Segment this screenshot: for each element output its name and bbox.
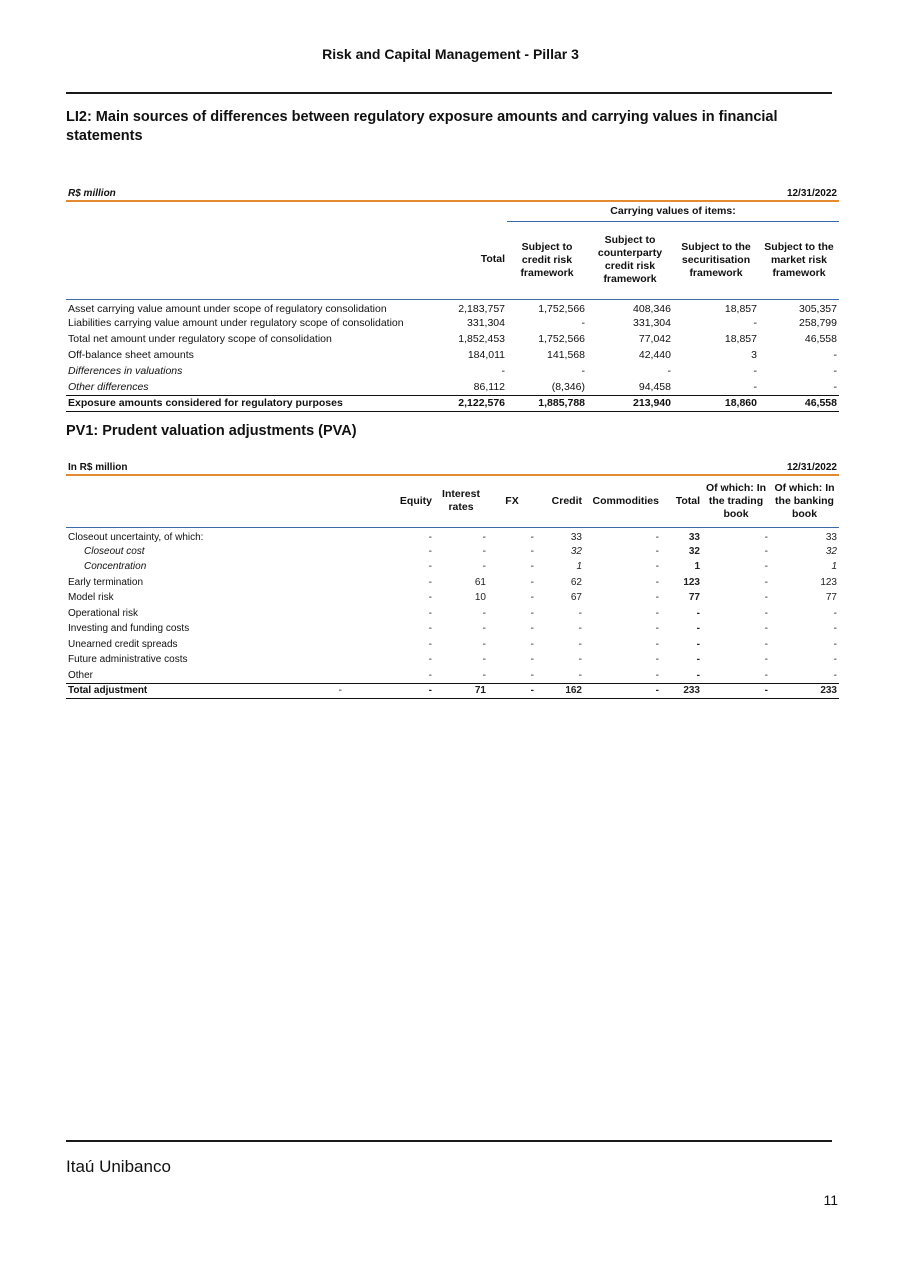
li2-col-header-total: Total xyxy=(423,221,507,299)
pv1-cell: - xyxy=(428,561,432,573)
pv1-cell: - xyxy=(578,669,582,681)
pv1-cell: - xyxy=(482,669,486,681)
li2-cell: 1,852,453 xyxy=(458,333,505,345)
pv1-cell: - xyxy=(696,638,700,650)
pv1-col-header-banking-book: Of which: In the banking book xyxy=(770,475,839,527)
pv1-cell: - xyxy=(482,531,486,543)
pv1-cell: - xyxy=(428,576,432,588)
pv1-cell: - xyxy=(833,638,837,650)
pv1-cell: - xyxy=(696,669,700,681)
pv1-cell: - xyxy=(764,623,768,635)
li2-cell: (8,346) xyxy=(551,380,585,393)
footer-divider xyxy=(66,1140,832,1142)
li2-row-label: Asset carrying value amount under scope of regulatory consolidation xyxy=(68,302,387,315)
li2-table-row xyxy=(66,380,839,396)
li2-table-row xyxy=(66,364,839,380)
pv1-cell: - xyxy=(764,669,768,681)
pv1-cell: - xyxy=(530,561,534,573)
pv1-cell: - xyxy=(833,669,837,681)
li2-cell: 18,857 xyxy=(724,333,757,345)
li2-table-row xyxy=(66,299,839,316)
pv1-cell: 62 xyxy=(570,576,582,588)
pv1-row-label: Early termination xyxy=(68,576,144,588)
pv1-col-header-total: Total xyxy=(661,475,702,527)
li2-cell: 46,558 xyxy=(759,396,839,412)
pv1-cell: - xyxy=(530,654,534,666)
li2-cell: 46,558 xyxy=(804,333,837,345)
li2-cell: 213,940 xyxy=(587,396,673,412)
li2-cell: 331,304 xyxy=(633,317,671,329)
pv1-lead-cell xyxy=(322,590,344,606)
li2-cell: 86,112 xyxy=(473,380,505,393)
pv1-date-label: 12/31/2022 xyxy=(770,460,839,475)
pv1-cell: - xyxy=(655,545,659,557)
pv1-table-row xyxy=(66,544,839,560)
pv1-row-label: Concentration xyxy=(84,561,147,573)
pv1-cell: - xyxy=(696,654,700,666)
pv1-row-label: Closeout cost xyxy=(84,545,145,557)
pv1-cell: - xyxy=(764,576,768,588)
li2-row-label: Differences in valuations xyxy=(68,365,183,377)
pv1-cell: - xyxy=(428,545,432,557)
pv1-col-header-equity: Equity xyxy=(344,475,434,527)
pv1-cell: - xyxy=(655,531,659,543)
pv1-row-label: Other xyxy=(68,669,94,681)
pv1-cell: - xyxy=(578,623,582,635)
pv1-cell: - xyxy=(764,592,768,604)
li2-table xyxy=(66,186,839,412)
li2-cell: - xyxy=(753,317,757,329)
pv1-table-title: PV1: Prudent valuation adjustments (PVA) xyxy=(66,423,357,439)
pv1-cell: 33 xyxy=(570,531,582,543)
pv1-lead-cell: - xyxy=(322,683,344,699)
pv1-table-row xyxy=(66,590,839,606)
li2-table-row xyxy=(66,332,839,348)
li2-cell: 42,440 xyxy=(638,349,671,361)
pv1-row-label: Operational risk xyxy=(68,607,139,619)
pv1-col-header-commodities: Commodities xyxy=(584,475,661,527)
pv1-cell: - xyxy=(482,623,486,635)
li2-cell: 3 xyxy=(751,349,757,361)
li2-date-label: 12/31/2022 xyxy=(759,186,839,201)
li2-cell: 184,011 xyxy=(467,349,505,361)
pv1-cell: - xyxy=(584,683,661,699)
pv1-table-row xyxy=(66,606,839,622)
li2-col-header-credit: Subject to credit risk framework xyxy=(507,221,587,299)
pv1-cell: - xyxy=(764,545,768,557)
pv1-lead-cell xyxy=(322,621,344,637)
footer-company-name: Itaú Unibanco xyxy=(66,1157,171,1176)
pv1-cell: 33 xyxy=(688,531,700,543)
pv1-cell: - xyxy=(482,561,486,573)
pv1-cell: - xyxy=(482,545,486,557)
pv1-cell: - xyxy=(833,654,837,666)
li2-row-label: Off-balance sheet amounts xyxy=(68,349,194,361)
pv1-table xyxy=(66,460,839,699)
pv1-cell: - xyxy=(428,623,432,635)
pv1-table-row xyxy=(66,652,839,668)
pv1-cell: 233 xyxy=(770,683,839,699)
pv1-total-label: Total adjustment xyxy=(66,683,322,699)
pv1-cell: - xyxy=(578,654,582,666)
pv1-lead-cell xyxy=(322,575,344,591)
pv1-cell: - xyxy=(482,654,486,666)
li2-unit-label: R$ million xyxy=(66,186,423,201)
pv1-cell: 77 xyxy=(825,592,837,604)
li2-col-header-market: Subject to the market risk framework xyxy=(759,221,839,299)
pv1-cell: - xyxy=(530,576,534,588)
pv1-cell: 32 xyxy=(688,545,700,557)
pv1-unit-label: In R$ million xyxy=(66,460,322,475)
pv1-cell: - xyxy=(764,638,768,650)
li2-group-header: Carrying values of items: xyxy=(507,201,839,221)
li2-cell: 2,183,757 xyxy=(458,302,505,315)
pv1-cell: - xyxy=(530,623,534,635)
li2-table-title: LI2: Main sources of differences between regulatory exposure amounts and carrying values in financial statements xyxy=(66,109,778,144)
li2-cell: - xyxy=(581,317,585,329)
pv1-cell: - xyxy=(428,592,432,604)
pv1-row-label: Future administrative costs xyxy=(68,654,188,666)
pv1-lead-cell xyxy=(322,544,344,560)
pv1-cell: - xyxy=(655,638,659,650)
pv1-cell: - xyxy=(530,669,534,681)
pv1-cell: - xyxy=(428,669,432,681)
pv1-cell: - xyxy=(655,592,659,604)
pv1-cell: - xyxy=(764,654,768,666)
li2-cell: 94,458 xyxy=(638,380,671,393)
pv1-table-row xyxy=(66,637,839,653)
li2-cell: - xyxy=(667,365,671,377)
pv1-lead-cell xyxy=(322,652,344,668)
li2-cell: - xyxy=(753,380,757,393)
li2-row-label: Liabilities carrying value amount under regulatory scope of consolidation xyxy=(68,317,404,329)
pv1-col-header-fx: FX xyxy=(488,475,536,527)
pv1-lead-cell xyxy=(322,527,344,544)
pv1-lead-cell xyxy=(322,668,344,684)
li2-cell: 77,042 xyxy=(638,333,671,345)
pv1-cell: - xyxy=(578,638,582,650)
pv1-cell: 162 xyxy=(536,683,584,699)
li2-row-label: Exposure amounts considered for regulatory purposes xyxy=(66,396,423,412)
pv1-cell: - xyxy=(428,638,432,650)
pv1-table-row xyxy=(66,527,839,544)
li2-cell: 141,568 xyxy=(547,349,585,361)
li2-cell: 331,304 xyxy=(467,317,505,329)
pv1-cell: - xyxy=(428,607,432,619)
pv1-cell: 61 xyxy=(474,576,486,588)
li2-table-row xyxy=(66,348,839,364)
pv1-cell: - xyxy=(655,607,659,619)
pv1-cell: - xyxy=(530,607,534,619)
li2-cell: 2,122,576 xyxy=(423,396,507,412)
pv1-cell: - xyxy=(702,683,770,699)
li2-cell: - xyxy=(501,365,505,377)
pv1-cell: - xyxy=(655,669,659,681)
li2-cell: 305,357 xyxy=(799,302,837,315)
pv1-cell: - xyxy=(764,607,768,619)
li2-row-label: Other differences xyxy=(68,380,149,393)
header-divider xyxy=(66,92,832,94)
pv1-table-row xyxy=(66,559,839,575)
pv1-cell: 32 xyxy=(570,545,582,557)
pv1-cell: - xyxy=(530,592,534,604)
pv1-cell: - xyxy=(833,607,837,619)
li2-cell: 1,752,566 xyxy=(538,302,585,315)
pv1-cell: - xyxy=(578,607,582,619)
pv1-cell: 123 xyxy=(820,576,837,588)
li2-cell: - xyxy=(833,380,837,393)
pv1-cell: - xyxy=(428,654,432,666)
li2-row-label: Total net amount under regulatory scope of consolidation xyxy=(68,333,332,345)
pv1-cell: - xyxy=(344,683,434,699)
pv1-cell: 33 xyxy=(825,531,837,543)
pv1-cell: - xyxy=(655,654,659,666)
pv1-cell: - xyxy=(428,531,432,543)
pv1-cell: 77 xyxy=(688,592,700,604)
li2-cell: - xyxy=(833,365,837,377)
li2-table-row xyxy=(66,396,839,412)
li2-col-header-securitisation: Subject to the securitisation framework xyxy=(673,221,759,299)
pv1-cell: 1 xyxy=(576,561,582,573)
pv1-cell: - xyxy=(482,607,486,619)
pv1-lead-cell xyxy=(322,559,344,575)
pv1-cell: - xyxy=(482,638,486,650)
pv1-cell: 1 xyxy=(694,561,700,573)
pv1-cell: 1 xyxy=(831,561,837,573)
pv1-cell: - xyxy=(833,623,837,635)
pv1-total-row xyxy=(66,683,839,699)
pv1-table-row xyxy=(66,668,839,684)
pv1-row-label: Investing and funding costs xyxy=(68,623,190,635)
pv1-cell: 233 xyxy=(661,683,702,699)
pv1-cell: 67 xyxy=(570,592,582,604)
pv1-cell: 32 xyxy=(825,545,837,557)
pv1-col-header-credit: Credit xyxy=(536,475,584,527)
pv1-col-header-interest-rates: Interest rates xyxy=(434,475,488,527)
pv1-cell: - xyxy=(655,561,659,573)
pv1-cell: - xyxy=(488,683,536,699)
li2-cell: 1,885,788 xyxy=(507,396,587,412)
pv1-cell: - xyxy=(530,531,534,543)
pv1-lead-cell xyxy=(322,606,344,622)
pv1-cell: - xyxy=(530,638,534,650)
pv1-table-row xyxy=(66,575,839,591)
li2-cell: - xyxy=(753,365,757,377)
li2-table-row xyxy=(66,316,839,332)
pv1-cell: 71 xyxy=(434,683,488,699)
pv1-cell: 10 xyxy=(474,592,486,604)
pv1-cell: - xyxy=(696,607,700,619)
pv1-col-header-trading-book: Of which: In the trading book xyxy=(702,475,770,527)
li2-cell: 258,799 xyxy=(799,317,837,329)
pv1-row-label: Unearned credit spreads xyxy=(68,638,178,650)
pv1-cell: - xyxy=(764,561,768,573)
pv1-cell: - xyxy=(696,623,700,635)
li2-cell: 18,860 xyxy=(673,396,759,412)
li2-cell: 1,752,566 xyxy=(538,333,585,345)
li2-cell: 18,857 xyxy=(724,302,757,315)
pv1-cell: - xyxy=(655,576,659,588)
pv1-table-row xyxy=(66,621,839,637)
pv1-cell: - xyxy=(530,545,534,557)
pv1-cell: - xyxy=(764,531,768,543)
pv1-row-label: Closeout uncertainty, of which: xyxy=(68,531,204,543)
li2-col-header-counterparty: Subject to counterparty credit risk framework xyxy=(587,221,673,299)
pv1-cell: - xyxy=(655,623,659,635)
page-header-title: Risk and Capital Management - Pillar 3 xyxy=(322,46,579,62)
li2-cell: - xyxy=(833,349,837,361)
pv1-row-label: Model risk xyxy=(68,592,114,604)
li2-cell: - xyxy=(581,365,585,377)
pv1-lead-cell xyxy=(322,637,344,653)
li2-cell: 408,346 xyxy=(633,302,671,315)
page-number: 11 xyxy=(823,1192,838,1208)
pv1-cell: 123 xyxy=(683,576,700,588)
